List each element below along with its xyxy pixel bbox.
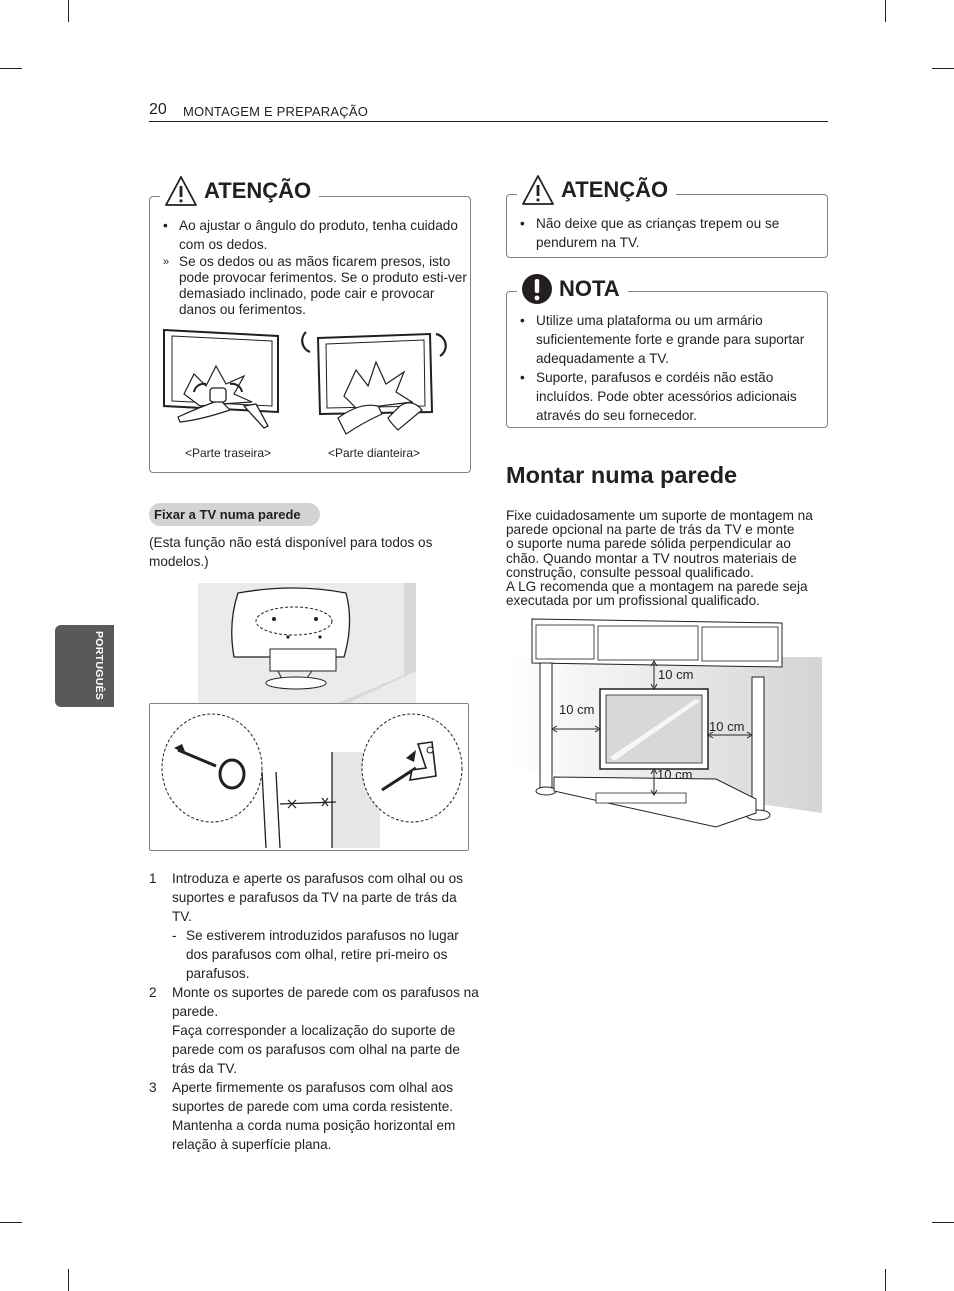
exclamation-circle-icon: [521, 273, 553, 305]
eyebolt-bracket-illustration: [150, 704, 466, 848]
paragraph-line: chão. Quando montar a TV noutros materiais de: [506, 550, 797, 566]
fix-section-label: Fixar a TV numa parede: [149, 503, 320, 526]
tv-back-illustration: [198, 583, 416, 703]
list-item-text: Ao ajustar o ângulo do produto, tenha cuidado com os dedos.: [179, 218, 458, 252]
step-item: [149, 1078, 479, 1154]
language-tab: [55, 625, 114, 707]
list-item: [163, 254, 473, 318]
paragraph-line: executada por um profissional qualificado.: [506, 593, 760, 609]
dash: -: [172, 928, 177, 943]
list-item: [520, 214, 820, 252]
language-tab-label: PORTUGUÊS: [93, 631, 105, 701]
step-text: Introduza e aperte os parafusos com olhal ou os suportes e parafusos da TV na parte de trás da TV.: [172, 871, 463, 924]
wall-mount-paragraph: [506, 509, 836, 608]
paragraph-line: construção, consulte pessoal qualificado.: [506, 564, 754, 580]
crop-mark: [932, 1222, 954, 1223]
crop-mark: [68, 0, 69, 22]
paragraph-line: o suporte numa parede sólida perpendicular ao: [506, 536, 791, 552]
caption-front: <Parte dianteira>: [328, 446, 421, 460]
section-title: MONTAGEM E PREPARAÇÃO: [183, 104, 369, 119]
list-item: [520, 368, 820, 425]
note-title: NOTA: [559, 276, 620, 301]
caution-list-left: [163, 216, 473, 318]
paragraph-line: Fixe cuidadosamente um suporte de montagem na: [506, 508, 813, 523]
clearance-top-label: 10 cm: [658, 667, 694, 682]
bullet: •: [520, 313, 525, 328]
list-item: [520, 311, 820, 368]
caption-rear: <Parte traseira>: [185, 446, 272, 460]
wall-mount-title: Montar numa parede: [506, 462, 738, 488]
step-text: Monte os suportes de parede com os parafusos na parede.: [172, 985, 479, 1019]
warning-triangle-icon: [521, 174, 555, 206]
finger-pinch-illustration: [160, 322, 460, 442]
wall-clearance-illustration: [506, 617, 822, 829]
crop-mark: [885, 1269, 886, 1291]
note-heading: [517, 273, 628, 305]
step-number: 2: [149, 985, 157, 1000]
clearance-right-label: 10 cm: [709, 719, 745, 734]
crop-mark: [885, 0, 886, 22]
crop-mark: [0, 1222, 22, 1223]
list-item: [163, 216, 473, 254]
availability-note: (Esta função não está disponível para todos os modelos.): [149, 535, 433, 569]
crop-mark: [0, 68, 22, 69]
bullet: •: [163, 218, 168, 233]
step-number: 1: [149, 871, 157, 886]
note-list: [520, 311, 820, 425]
step-number: 3: [149, 1080, 157, 1095]
step-subitem: [172, 926, 479, 983]
caution-heading-left: [160, 175, 319, 207]
caution-title-right: ATENÇÃO: [561, 177, 669, 202]
step-item: [149, 983, 479, 1078]
paragraph-line: parede opcional na parte de trás da TV e monte: [506, 522, 795, 538]
step-item: [149, 869, 479, 983]
paragraph-line: A LG recomenda que a montagem na parede seja: [506, 579, 808, 595]
step-text: Aperte firmemente os parafusos com olhal aos suportes de parede com uma corda resistente. Mantenha a corda numa posição horizontal em relação à superfície plana.: [172, 1080, 456, 1152]
crop-mark: [68, 1269, 69, 1291]
caution-list-right: [520, 214, 820, 252]
steps-list: [149, 869, 479, 1154]
clearance-left-label: 10 cm: [559, 702, 595, 717]
clearance-bottom-label: 10 cm: [657, 767, 693, 782]
crop-mark: [932, 68, 954, 69]
step-subitem-text: Se estiverem introduzidos parafusos no lugar dos parafusos com olhal, retire pri-meiro os parafusos.: [186, 928, 459, 981]
step-text: Faça corresponder a localização do suporte de parede com os parafusos com olhal na parte de trás da TV.: [172, 1023, 460, 1076]
caution-title-left: ATENÇÃO: [204, 178, 312, 203]
list-item-text: Não deixe que as crianças trepem ou se pendurem na TV.: [536, 216, 780, 250]
caution-heading-right: [517, 174, 676, 206]
warning-triangle-icon: [164, 175, 198, 207]
list-item-text: Se os dedos ou as mãos ficarem presos, isto pode provocar ferimentos. Se o produto esti-ver demasiado inclinado, pode cair e provocar danos ou ferimentos.: [179, 254, 467, 317]
bullet: •: [520, 216, 525, 231]
list-item-text: Suporte, parafusos e cordéis não estão incluídos. Pode obter acessórios adicionais através do seu fornecedor.: [536, 370, 797, 423]
page-number: 20: [149, 101, 167, 118]
bullet: »: [163, 256, 170, 268]
header-rule: [149, 121, 828, 122]
list-item-text: Utilize uma plataforma ou um armário suficientemente forte e grande para suportar adequadamente a TV.: [536, 313, 805, 366]
bullet: •: [520, 370, 525, 385]
